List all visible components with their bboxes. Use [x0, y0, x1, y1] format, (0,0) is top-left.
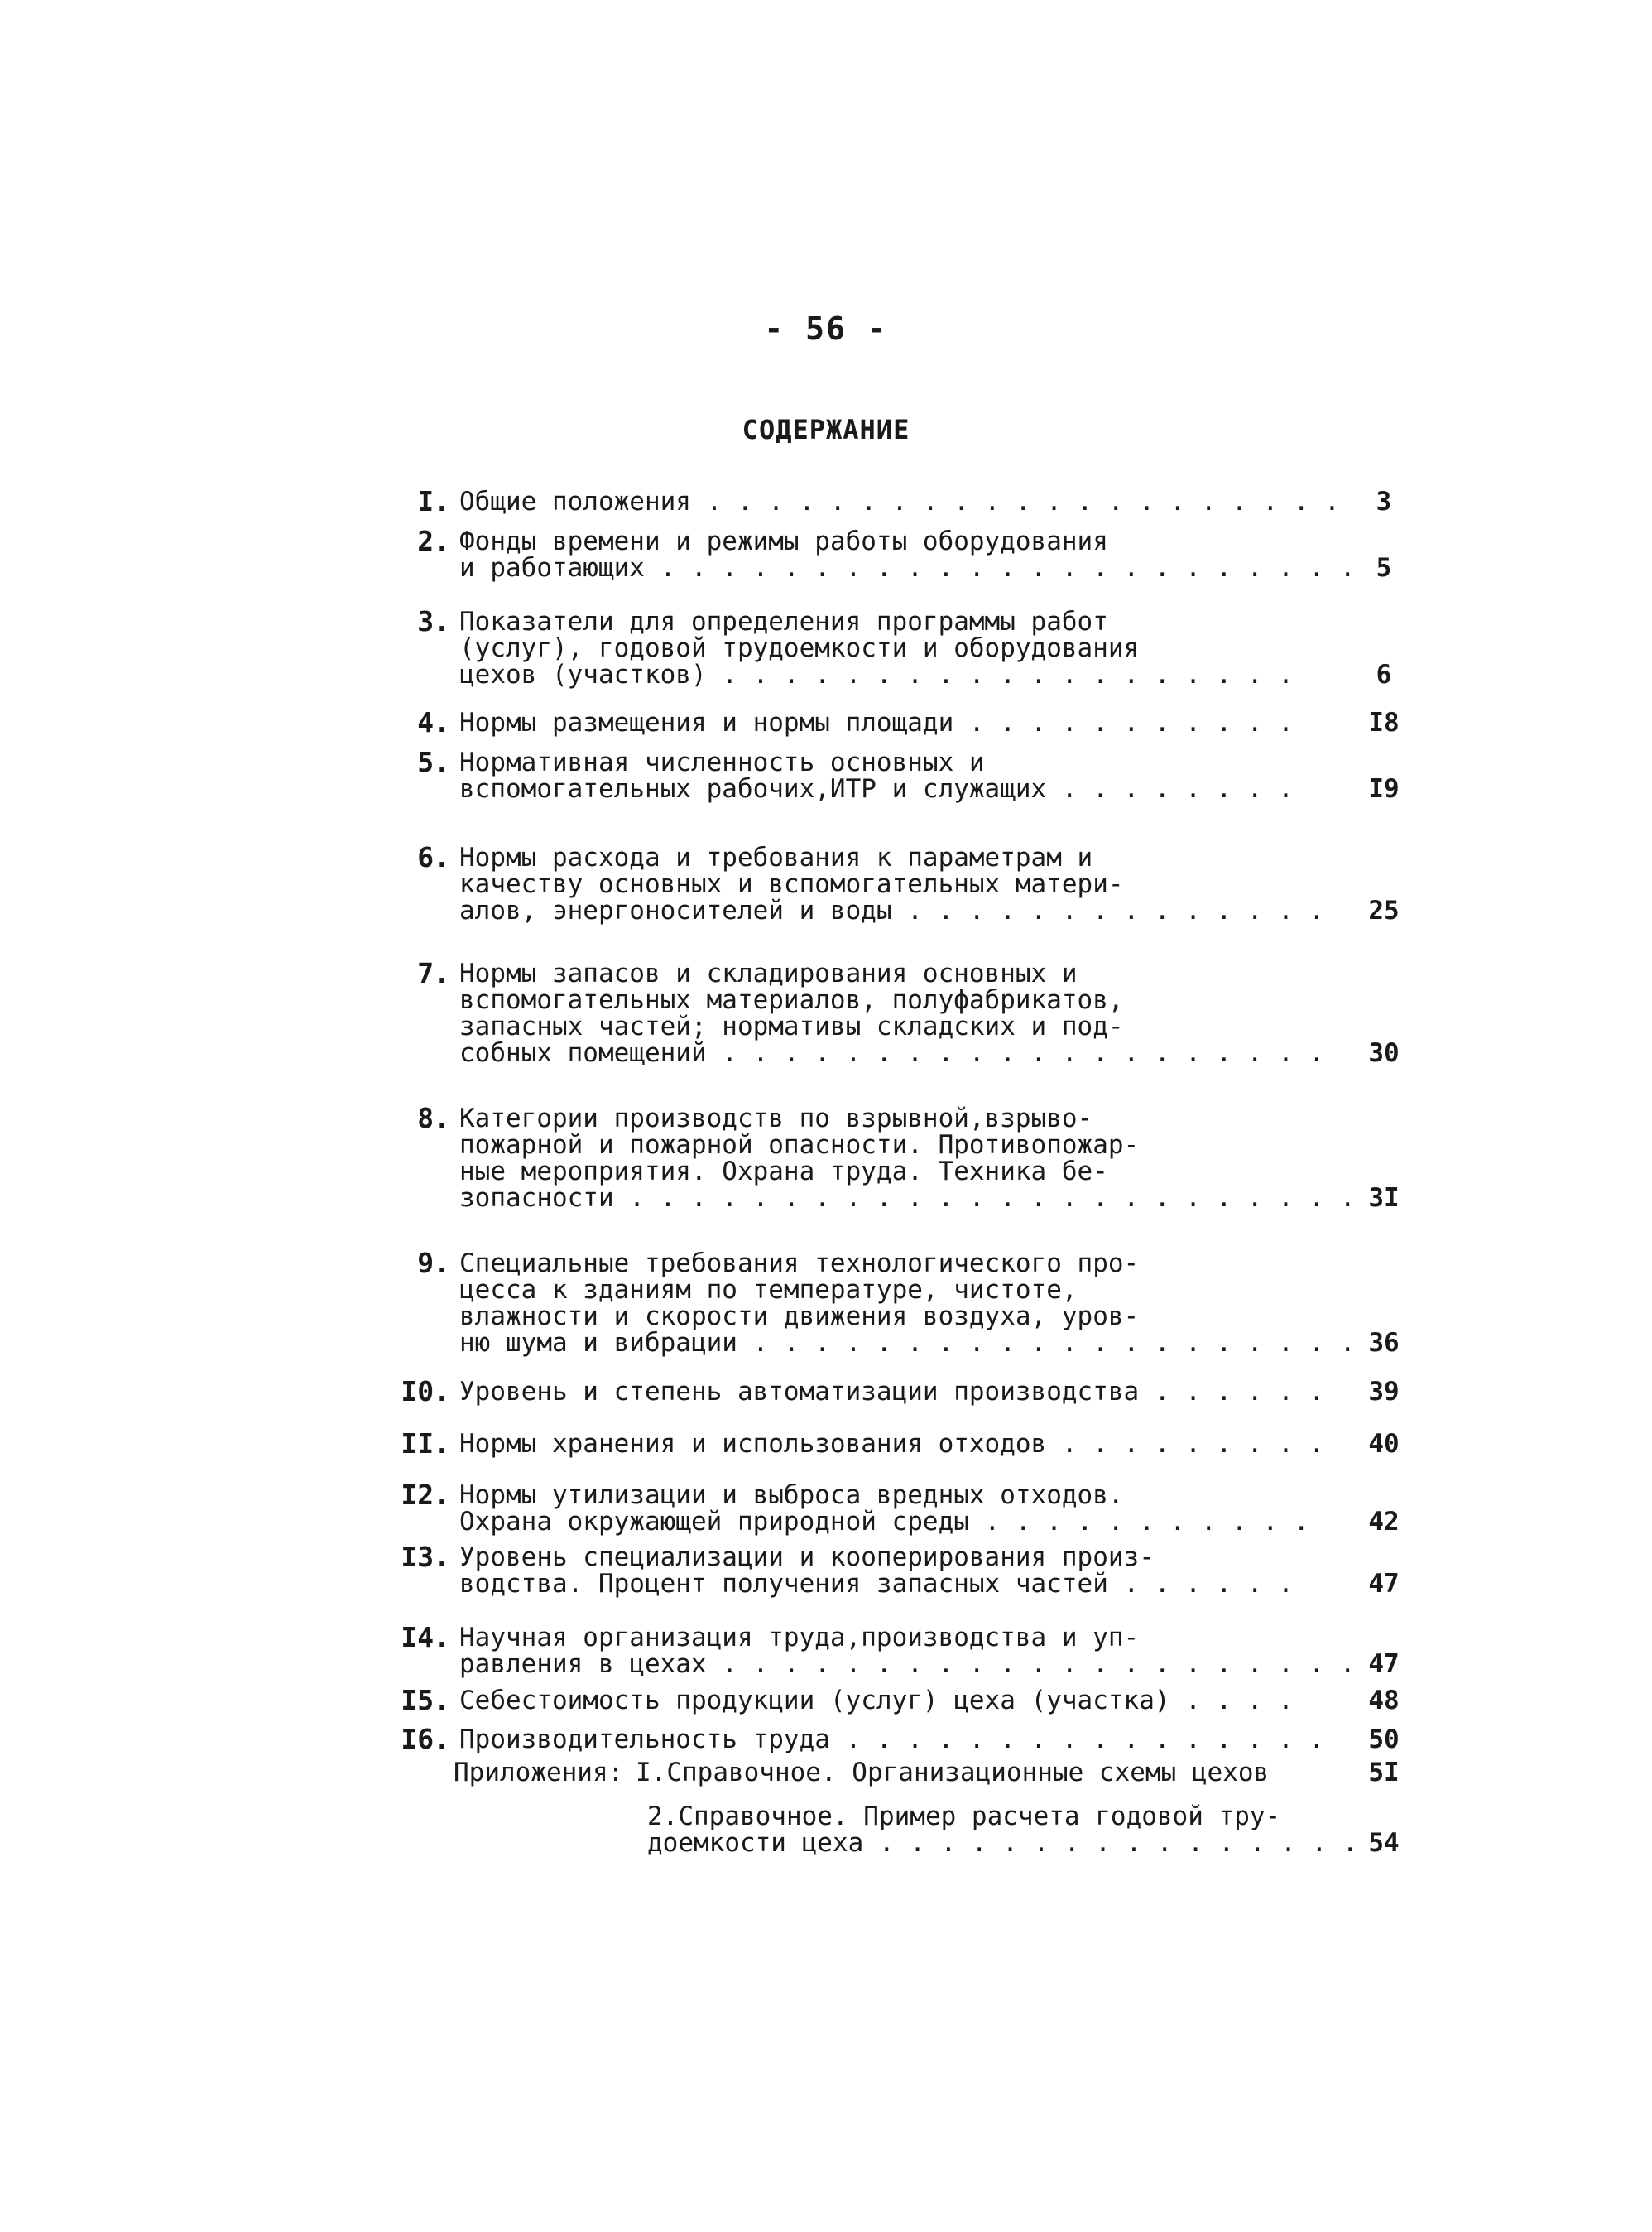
- toc-entry-title-line: Уровень специализации и кооперирования произ-: [459, 1542, 1155, 1572]
- appendix-title: [647, 1801, 1358, 1858]
- toc-entry-title-line: Научная организация труда,производства и уп-: [459, 1623, 1140, 1652]
- toc-entry-title-line: Показатели для определения программы работ: [459, 607, 1108, 637]
- appendix-title-line: 2.Справочное. Пример расчета годовой тру-: [647, 1801, 1281, 1831]
- toc-entry-title: [459, 487, 1340, 517]
- toc-entry-title-line: вспомогательных рабочих,ИТР и служащих . . . . . . . .: [459, 774, 1294, 804]
- toc-entry-title: [459, 710, 1337, 736]
- toc-entry-title-line: Нормы размещения и нормы площади . . . . . . . . . . .: [459, 708, 1294, 738]
- toc-entry-number: I6.: [401, 1723, 450, 1755]
- toc-entry-number: I4.: [401, 1621, 450, 1653]
- appendices-label: Приложения:: [454, 1758, 624, 1787]
- toc-entry-number: 8.: [417, 1102, 450, 1134]
- toc-entry-title: [459, 1248, 1356, 1358]
- toc-entry-title-line: Охрана окружающей природной среды . . . . . . . . . . .: [459, 1507, 1309, 1537]
- toc-title: СОДЕРЖАНИЕ: [742, 414, 910, 445]
- toc-entry-title-line: водства. Процент получения запасных частей . . . . . .: [459, 1569, 1294, 1599]
- toc-entry-title-line: качеству основных и вспомогательных матери-: [459, 869, 1124, 899]
- toc-entry-title: [459, 1378, 1337, 1405]
- toc-entry-page: 40: [1368, 1429, 1400, 1459]
- toc-entry-title-line: влажности и скорости движения воздуха, уров-: [459, 1301, 1140, 1331]
- toc-entry-title-line: запасных частей; нормативы складских и под-: [459, 1012, 1124, 1041]
- toc-entry-page: 3: [1376, 487, 1392, 517]
- toc-entry-title-line: Специальные требования технологического про-: [459, 1248, 1140, 1278]
- toc-entry-number: 9.: [417, 1247, 450, 1279]
- toc-entry-page: 36: [1368, 1328, 1400, 1358]
- toc-entry-number: 4.: [417, 706, 450, 738]
- toc-entry-title-line: вспомогательных материалов, полуфабрикатов,: [459, 985, 1124, 1015]
- toc-entry-title: [459, 749, 1337, 802]
- toc-entry-page: 48: [1368, 1686, 1400, 1715]
- toc-entry-title: [459, 960, 1337, 1066]
- toc-entry-title-line: зопасности . . . . . . . . . . . . . . . . . . . . . . . .: [459, 1183, 1356, 1213]
- toc-entry-page: 47: [1368, 1649, 1400, 1679]
- toc-entry-page: I9: [1368, 774, 1400, 804]
- toc-entry-title-line: Нормы утилизации и выброса вредных отходов.: [459, 1480, 1124, 1510]
- toc-entry-title: [459, 527, 1356, 583]
- toc-entry-title-line: Нормы хранения и использования отходов . . . . . . . . .: [459, 1429, 1325, 1459]
- toc-entry-number: I0.: [401, 1375, 450, 1407]
- toc-entry-title-line: Нормы расхода и требования к параметрам и: [459, 843, 1093, 873]
- toc-entry-title: [459, 1726, 1337, 1753]
- toc-entry-title: [459, 1544, 1337, 1597]
- page-number: - 56 -: [764, 310, 888, 347]
- toc-entry-number: 2.: [417, 525, 450, 557]
- toc-entry-title-line: Общие положения . . . . . . . . . . . . . . . . . . . . .: [459, 487, 1340, 517]
- toc-entry-title-line: равления в цехах . . . . . . . . . . . . . . . . . . . . .: [459, 1649, 1356, 1679]
- toc-entry-number: I2.: [401, 1479, 450, 1511]
- toc-entry-page: 30: [1368, 1038, 1400, 1068]
- toc-entry-title-line: собных помещений . . . . . . . . . . . . . . . . . . . .: [459, 1038, 1325, 1068]
- toc-entry-title: [459, 1104, 1356, 1213]
- toc-entry-page: 42: [1368, 1507, 1400, 1537]
- toc-entry-title-line: Категории производств по взрывной,взрыво-: [459, 1104, 1093, 1133]
- appendix-title-line: I.Справочное. Организационные схемы цехов: [636, 1758, 1270, 1787]
- appendix-page: 54: [1368, 1828, 1400, 1858]
- toc-entry-title: [459, 1623, 1356, 1679]
- appendix-page: 5I: [1368, 1758, 1400, 1787]
- toc-entry-title-line: и работающих . . . . . . . . . . . . . . . . . . . . . . .: [459, 553, 1356, 583]
- toc-entry-title-line: цесса к зданиям по температуре, чистоте,: [459, 1275, 1078, 1305]
- toc-entry-number: I5.: [401, 1684, 450, 1716]
- toc-entry-title-line: Фонды времени и режимы работы оборудования: [459, 527, 1108, 556]
- toc-entry-page: 47: [1368, 1569, 1400, 1599]
- toc-entry-number: 5.: [417, 746, 450, 778]
- toc-entry-title-line: Производительность труда . . . . . . . . . . . . . . . .: [459, 1725, 1325, 1754]
- toc-entry-page: I8: [1368, 708, 1400, 738]
- toc-entry-title: [459, 844, 1337, 924]
- toc-entry-title-line: Нормы запасов и складирования основных и: [459, 959, 1078, 989]
- toc-entry-page: 3I: [1368, 1183, 1400, 1213]
- toc-entry-number: I3.: [401, 1541, 450, 1573]
- toc-entry-title-line: Уровень и степень автоматизации производства . . . . . .: [459, 1377, 1325, 1407]
- toc-entry-page: 25: [1368, 896, 1400, 926]
- toc-entry-number: 3.: [417, 605, 450, 637]
- toc-entry-title-line: Нормативная численность основных и: [459, 748, 985, 777]
- toc-entry-page: 50: [1368, 1725, 1400, 1754]
- toc-entry-title-line: Себестоимость продукции (услуг) цеха (участка) . . . .: [459, 1686, 1294, 1715]
- toc-entry-title-line: цехов (участков) . . . . . . . . . . . . . . . . . . .: [459, 660, 1294, 690]
- toc-entry-number: 7.: [417, 957, 450, 989]
- toc-entry-title: [459, 1431, 1337, 1457]
- toc-entry-title: [459, 1482, 1337, 1535]
- appendix-title: [636, 1759, 1314, 1786]
- toc-entry-number: II.: [401, 1427, 450, 1460]
- toc-entry-title-line: ные мероприятия. Охрана труда. Техника бе-: [459, 1157, 1108, 1186]
- toc-entry-title-line: алов, энергоносителей и воды . . . . . . . . . . . . . .: [459, 896, 1325, 926]
- toc-entry-number: 6.: [417, 841, 450, 873]
- toc-entry-title-line: (услуг), годовой трудоемкости и оборудования: [459, 633, 1140, 663]
- toc-entry-page: 39: [1368, 1377, 1400, 1407]
- toc-entry-title-line: ню шума и вибрации . . . . . . . . . . . . . . . . . . . .: [459, 1328, 1356, 1358]
- toc-entry-page: 6: [1376, 660, 1392, 690]
- appendix-title-line: доемкости цеха . . . . . . . . . . . . . . . .: [647, 1828, 1358, 1858]
- toc-entry-title: [459, 1687, 1337, 1714]
- toc-entry-title-line: пожарной и пожарной опасности. Противопожар-: [459, 1130, 1140, 1160]
- toc-entry-title: [459, 609, 1337, 688]
- toc-entry-number: I.: [417, 485, 450, 517]
- toc-entry-page: 5: [1376, 553, 1392, 583]
